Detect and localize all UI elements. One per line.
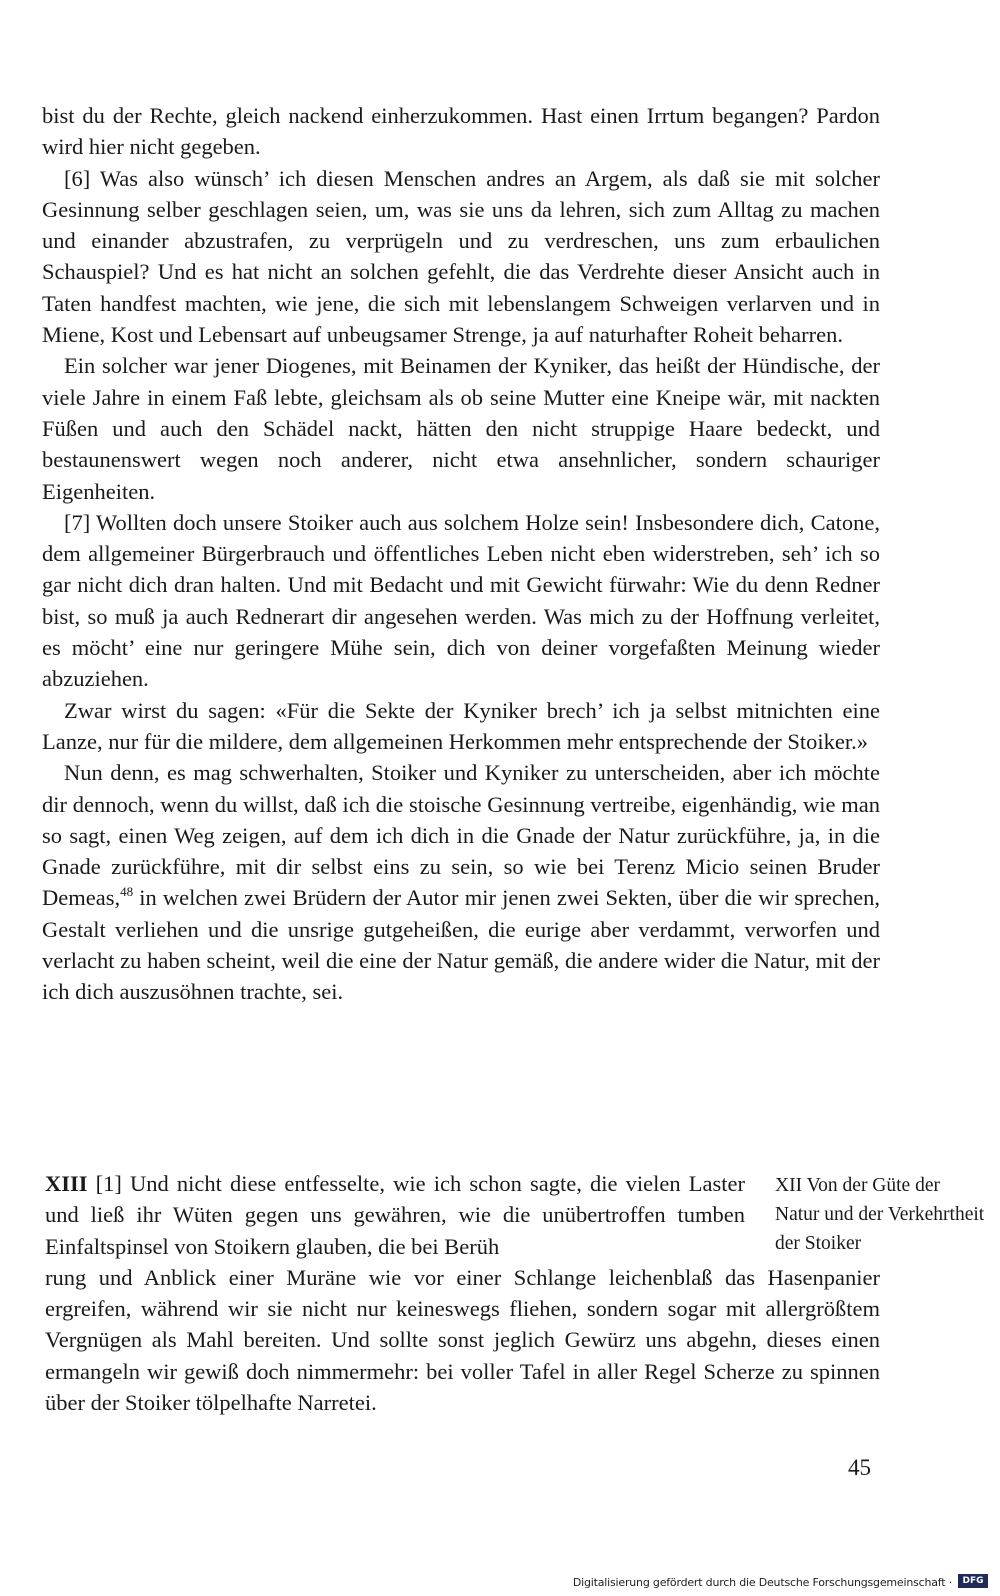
section-continuation: rung und Anblick einer Muräne wie vor einer Schlange leichenblaß das Hasenpanier ergreifen, während wir sie nicht nur keineswegs fliehen, sondern sogar mit allergrößtem Vergnügen als Mahl bereiten. Und sollte sonst jeglich Gewürz uns abgehn, dieses einen ermangeln wir gewiß doch nimmermehr: bei voller Tafel in aller Regel Scherze zu spinnen über der Stoiker tölpelhafte Narretei. <box>45 1264 880 1416</box>
main-text <box>42 100 880 1008</box>
footnote-marker[interactable]: 48 <box>120 884 134 900</box>
dfg-logo: DFG <box>958 1574 988 1588</box>
section-opening <box>45 1168 745 1262</box>
paragraph-text: in welchen zwei Brüdern der Autor mir jenen zwei Sekten, über die wir sprechen, Gestalt verliehen und die unsrige gutgeheißen, die eurige aber verdammt, verworfen und verlacht zu haben scheint, weil die eine der Natur gemäß, die andere wider die Natur, mit der ich dich auszusöhnen trachte, sei. <box>42 885 880 1005</box>
paragraph: Zwar wirst du sagen: «Für die Sekte der Kyniker brech’ ich ja selbst mitnichten eine Lanze, nur für die mildere, dem allgemeinen Herkommen mehr entsprechende der Stoiker.» <box>42 697 880 754</box>
section-xiii <box>45 1168 880 1418</box>
section-heading: XIII <box>45 1171 88 1196</box>
section-text: [1] Und nicht diese entfesselte, wie ich schon sagte, die vielen Laster und ließ ihr Wüten gegen uns gewähren, wie die unübertroffen tumben Einfaltspinsel von Stoikern glauben, die bei Berüh <box>45 1171 745 1259</box>
paragraph: [7] Wollten doch unsere Stoiker auch aus solchem Holze sein! Insbesondere dich, Catone, dem allgemeiner Bürgerbrauch und öffentliches Leben nicht eben widerstreben, seh’ ich so gar nicht dich dran halten. Und mit Bedacht und mit Gewicht fürwahr: Wie du denn Redner bist, so muß ja auch Rednerart dir angesehen werden. Was mich zu der Hoffnung verleitet, es möcht’ eine nur geringere Mühe sein, dich von deiner vorgefaßten Meinung wieder abzuziehen. <box>42 509 880 692</box>
digitization-credit: Digitalisierung gefördert durch die Deutsche Forschungsgemeinschaft · <box>572 1576 952 1589</box>
paragraph <box>42 757 880 1007</box>
page-number: 45 <box>848 1455 871 1480</box>
marginal-note: XII Von der Güte der Natur und der Verkehrtheit der Stoiker <box>775 1175 985 1254</box>
paragraph: bist du der Rechte, gleich nackend einherzukommen. Hast einen Irrtum begangen? Pardon wird hier nicht gegeben. <box>42 103 880 160</box>
paragraph-text: Nun denn, es mag schwerhalten, Stoiker und Kyniker zu unterscheiden, aber ich möchte dir dennoch, wenn du willst, daß ich die stoische Gesinnung vertreibe, eigenhändig, wie man so sagt, einen Weg zeigen, auf dem ich dich in die Gnade der Natur zurückführe, ja, in die Gnade zurückführe, mit dir selbst eins zu sein, so wie bei Terenz Micio seinen Bruder Demeas, <box>42 760 880 911</box>
paragraph: [6] Was also wünsch’ ich diesen Menschen andres an Argem, als daß sie mit solcher Gesinnung selber geschlagen seien, um, was sie uns da lehren, sich zum Alltag zu machen und einander abzustrafen, zu verprügeln und zu verdreschen, uns zum erbaulichen Schauspiel? Und es hat nicht an solchen gefehlt, die das Verdrehte dieser Ansicht auch in Taten handfest machten, wie jene, die sich mit lebenslangem Schweigen verlarven und in Miene, Kost und Lebensart auf unbeugsamer Strenge, ja auf naturhafter Roheit beharren. <box>42 165 880 348</box>
paragraph: Ein solcher war jener Diogenes, mit Beinamen der Kyniker, das heißt der Hündische, der viele Jahre in einem Faß lebte, gleichsam als ob seine Mutter eine Kneipe wär, mit nackten Füßen und auch den Schädel nackt, hätten den nicht struppige Haare bedeckt, und bestaunenswert wegen noch anderer, nicht etwa ansehnlicher, sondern schauriger Eigenheiten. <box>42 353 880 504</box>
